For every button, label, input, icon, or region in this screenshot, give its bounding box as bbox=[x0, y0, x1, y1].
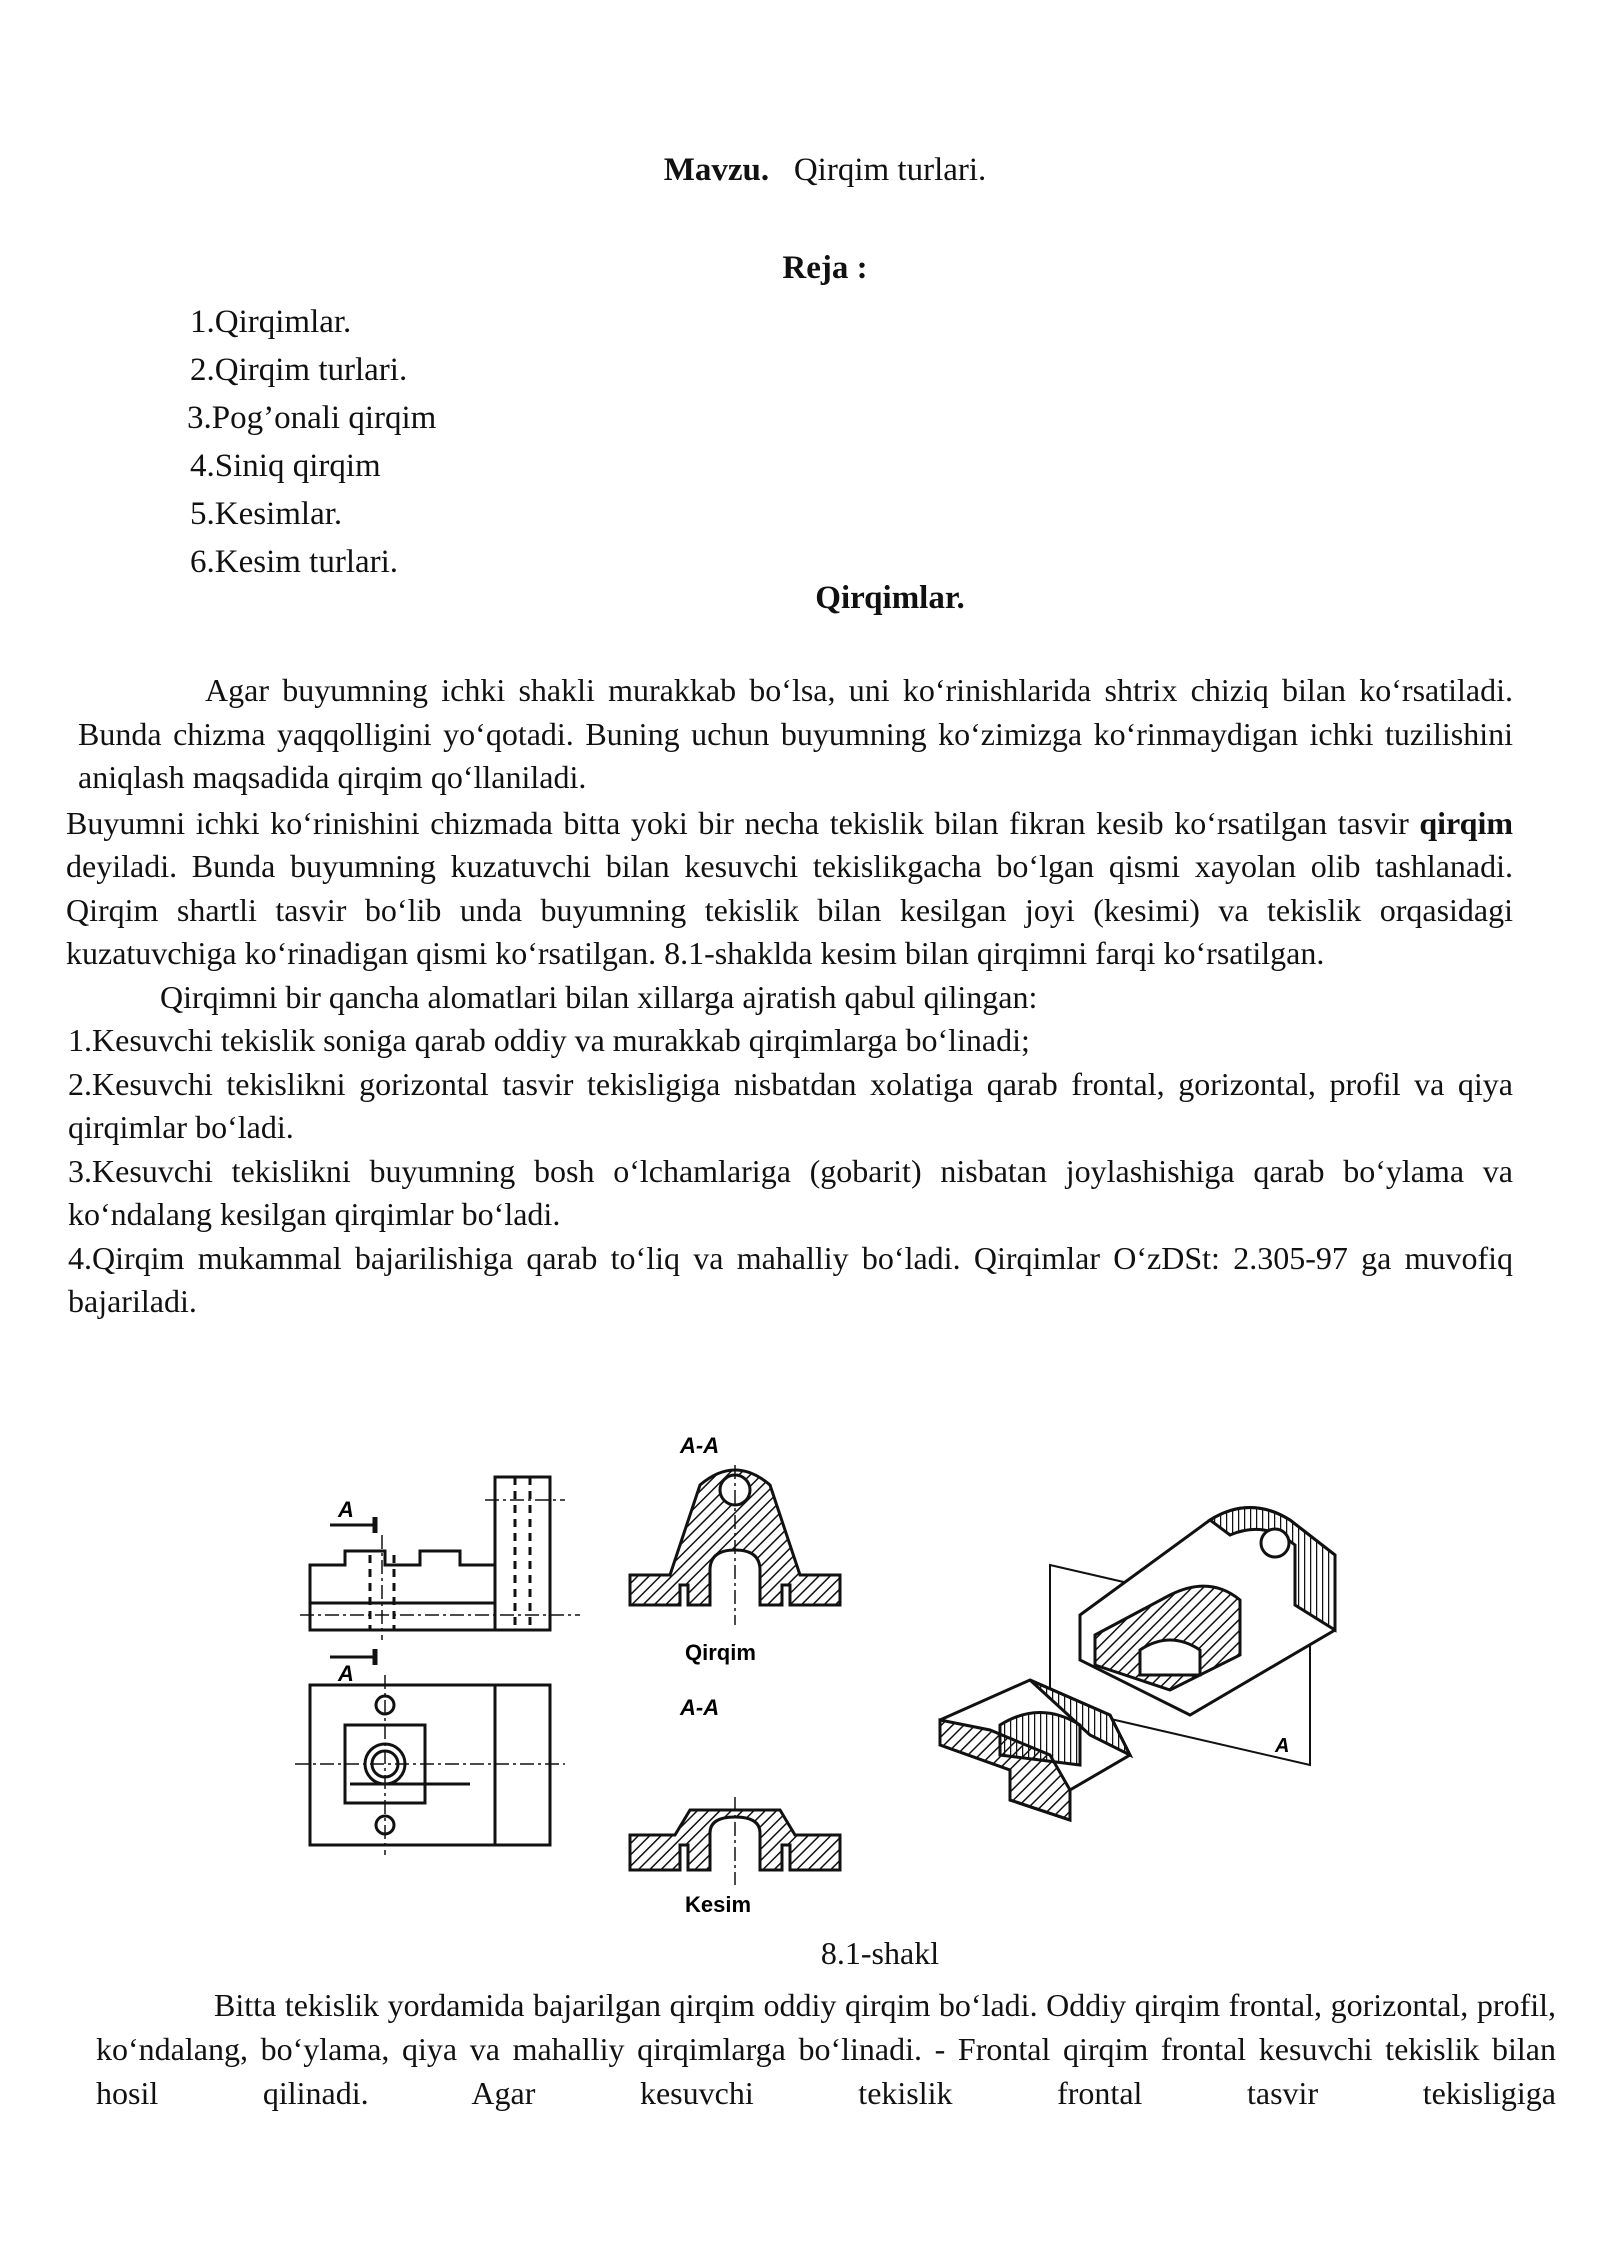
section-heading: Qirqimlar. bbox=[815, 580, 965, 616]
paragraph-2-end: deyiladi. Bunda buyumning kuzatuvchi bilan kesuvchi tekislikgacha bo‘lgan qismi xayolan olib tashlanadi. Qirqim shartli tasvir bo‘lib unda buyumning tekislik bilan kesilgan joyi (kesimi) va tekislik orqasidagi kuzatuvchiga ko‘rinadigan qismi ko‘rsatilgan. 8.1-shaklda kesim bilan qirqimni farqi ko‘rsatilgan. bbox=[66, 848, 1513, 971]
list-item: 3.Kesuvchi tekislikni buyumning bosh o‘lchamlariga (gobarit) nisbatan joylashishiga qarab bo‘ylama va ko‘ndalang kesilgan qirqimlar bo‘ladi. bbox=[68, 1152, 1513, 1232]
label-aa-bottom: A-A bbox=[680, 1695, 720, 1720]
paragraph-3: Qirqimni bir qancha alomatlari bilan xillarga ajratish qabul qilingan: bbox=[160, 978, 1038, 1015]
label-a-plane: A bbox=[1275, 1735, 1290, 1757]
plan-item: 1.Qirqimlar. bbox=[190, 304, 352, 340]
label-qirqim: Qirqim bbox=[685, 1640, 756, 1665]
paragraph-1: Agar buyumning ichki shakli murakkab bo‘lsa, uni ko‘rinishlarida shtrix chiziq bilan ko‘rsatiladi. Bunda chizma yaqqolligini yo‘qotadi. Buning uchun buyumning ko‘zimizga ko‘rinmaydigan ichki tuzilishini aniqlash maqsadida qirqim qo‘llaniladi. bbox=[78, 672, 1513, 795]
title-label: Mavzu. bbox=[663, 152, 770, 188]
figure-caption: 8.1-shakl bbox=[820, 1935, 940, 1971]
plan-item: 2.Qirqim turlari. bbox=[190, 352, 408, 388]
paragraph-2-start: Buyumni ichki ko‘rinishini chizmada bitta yoki bir necha tekislik bilan fikran kesib ko‘rsatilgan tasvir bbox=[66, 804, 1409, 841]
page-title bbox=[0, 152, 1600, 189]
title-topic: Qirqim turlari. bbox=[793, 152, 987, 188]
body-text bbox=[68, 669, 1513, 1324]
plan-list bbox=[187, 298, 437, 586]
label-kesim: Kesim bbox=[685, 1892, 752, 1917]
section-kesim bbox=[630, 1797, 840, 1885]
plan-title: Reja : bbox=[782, 250, 868, 286]
continuation-text bbox=[96, 1983, 1556, 2115]
paragraph-2 bbox=[66, 802, 1513, 976]
plan-item: 3.Pog’onali qirqim bbox=[187, 400, 437, 436]
label-a-bottom: A bbox=[338, 1661, 354, 1686]
list-item: 4.Qirqim mukammal bajarilishiga qarab to‘liq va mahalliy bo‘ladi. Qirqimlar O‘zDSt: 2.305-97 ga muvofiq bajariladi. bbox=[68, 1239, 1513, 1319]
plan-item: 4.Siniq qirqim bbox=[190, 448, 381, 484]
term-qirqim: qirqim bbox=[1419, 804, 1514, 841]
plan-item: 5.Kesimlar. bbox=[190, 496, 343, 532]
top-view bbox=[295, 1675, 565, 1855]
label-aa-top: A-A bbox=[680, 1433, 720, 1458]
isometric-view bbox=[940, 1508, 1335, 1821]
list-item: 2.Kesuvchi tekislikni gorizontal tasvir tekisligiga nisbatdan xolatiga qarab frontal, gorizontal, profil va qiya qirqimlar bo‘ladi. bbox=[68, 1065, 1513, 1145]
paragraph-4: Bitta tekislik yordamida bajarilgan qirqim oddiy qirqim bo‘ladi. Oddiy qirqim frontal, gorizontal, profil, ko‘ndalang, bo‘ylama, qiya va mahalliy qirqimlarga bo‘linadi. - Frontal qirqim frontal kesuvchi tekislik bilan hosil qilinadi. Agar kesuvchi tekislik frontal tasvir tekisligiga bbox=[96, 1987, 1556, 2111]
section-qirqim bbox=[630, 1465, 840, 1625]
plan-item: 6.Kesim turlari. bbox=[190, 544, 399, 580]
list-item: 1.Kesuvchi tekislik soniga qarab oddiy va murakkab qirqimlarga bo‘linadi; bbox=[68, 1022, 1030, 1058]
figure-8-1 bbox=[290, 1425, 1410, 1935]
label-a-top: A bbox=[338, 1497, 354, 1522]
